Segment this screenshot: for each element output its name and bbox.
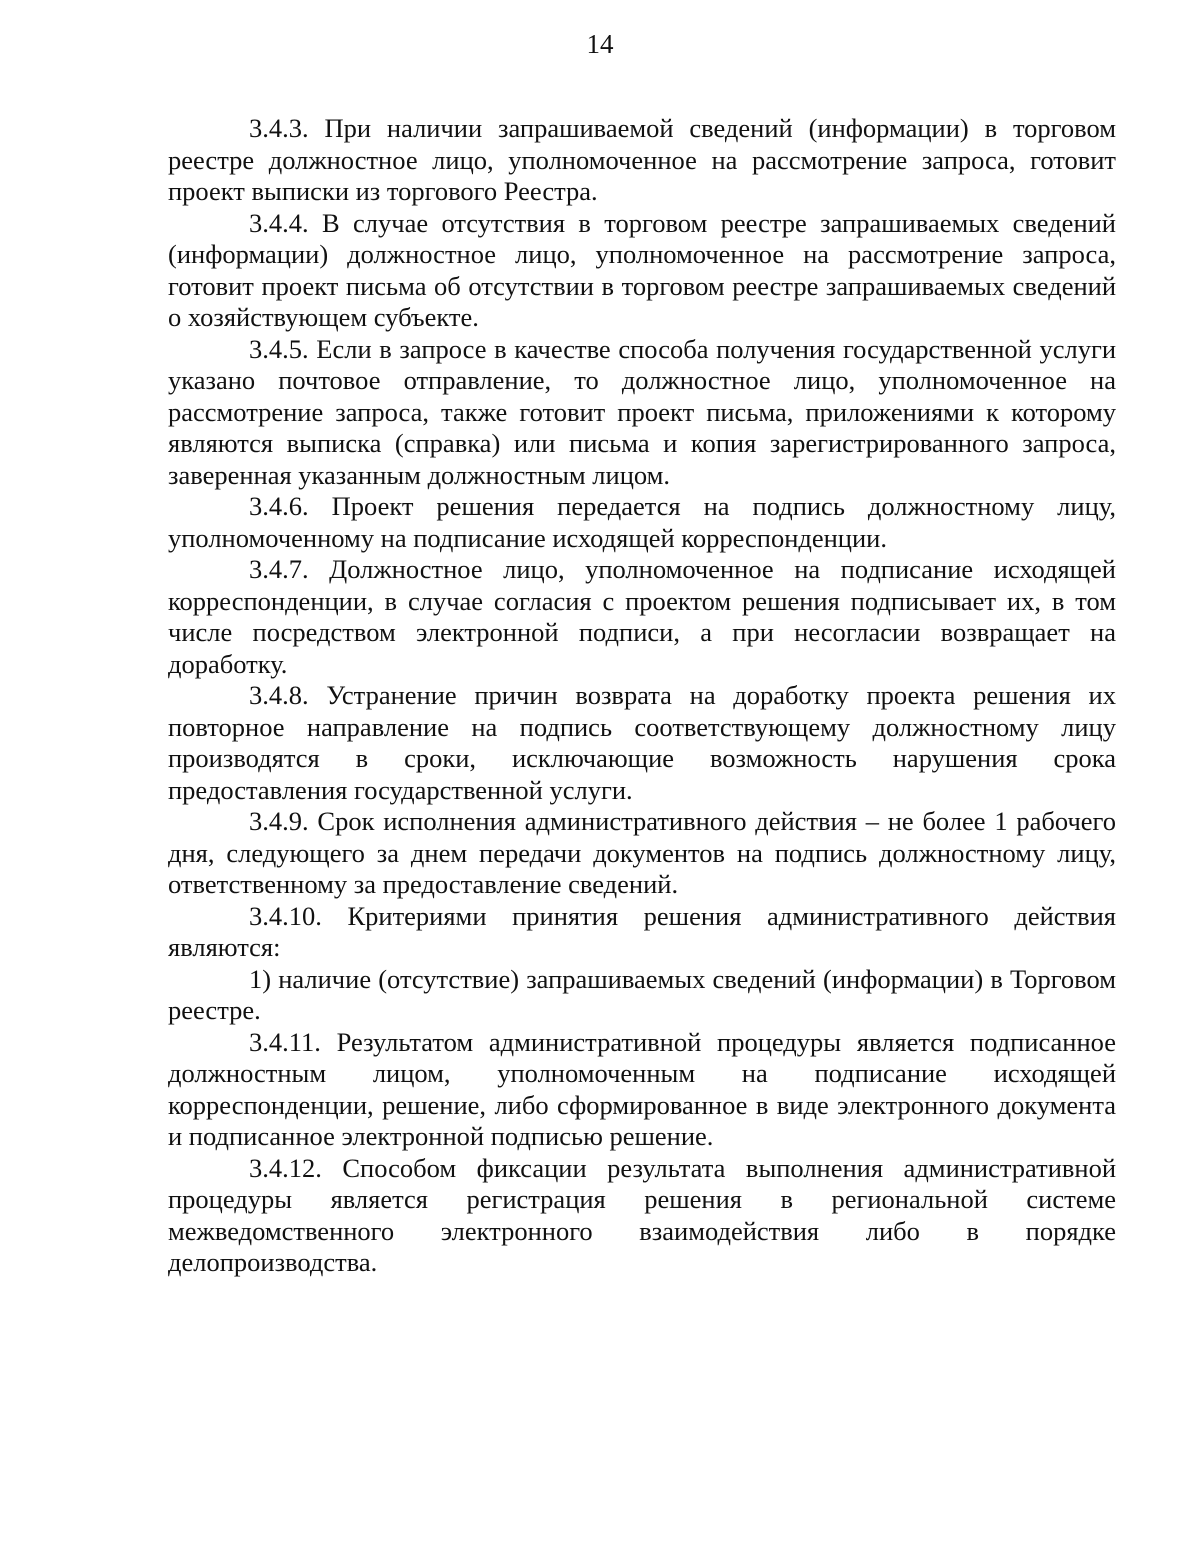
paragraph-3-4-3: 3.4.3. При наличии запрашиваемой сведений (информации) в торговом реестре должностное лицо, уполномоченное на рассмотрение запроса, готовит проект выписки из торгового Реестра.	[168, 113, 1116, 206]
paragraph-3-4-10: 3.4.10. Критериями принятия решения административного действия являются:	[168, 900, 1116, 962]
paragraph-3-4-5: 3.4.5. Если в запросе в качестве способа получения государственной услуги указано почтовое отправление, то должностное лицо, уполномоченное на рассмотрение запроса, также готовит проект письма, приложениями к которому являются выписка (справка) или письма и копия зарегистрированного запроса, заверенная указанным должностным лицом.	[168, 333, 1116, 490]
paragraph-3-4-4: 3.4.4. В случае отсутствия в торговом реестре запрашиваемых сведений (информации) должностное лицо, уполномоченное на рассмотрение запроса, готовит проект письма об отсутствии в торговом реестре запрашиваемых сведений о хозяйствующем субъекте.	[168, 207, 1116, 332]
paragraph-3-4-6: 3.4.6. Проект решения передается на подпись должностному лицу, уполномоченному на подписание исходящей корреспонденции.	[168, 491, 1116, 553]
page-number: 14	[586, 29, 614, 59]
paragraph-3-4-11: 3.4.11. Результатом административной процедуры является подписанное должностным лицом, уполномоченным на подписание исходящей корреспонденции, решение, либо сформированное в виде электронного документа и подписанное электронной подписью решение.	[168, 1026, 1116, 1151]
document-body	[168, 113, 1116, 1279]
paragraph-3-4-9: 3.4.9. Срок исполнения административного действия – не более 1 рабочего дня, следующего за днем передачи документов на подпись должностному лицу, ответственному за предоставление сведений.	[168, 806, 1116, 899]
paragraph-3-4-12: 3.4.12. Способом фиксации результата выполнения административной процедуры является регистрация решения в региональной системе межведомственного электронного взаимодействия либо в порядке делопроизводства.	[168, 1152, 1116, 1277]
list-item-1: 1) наличие (отсутствие) запрашиваемых сведений (информации) в Торговом реестре.	[168, 963, 1116, 1025]
paragraph-3-4-7: 3.4.7. Должностное лицо, уполномоченное на подписание исходящей корреспонденции, в случае согласия с проектом решения подписывает их, в том числе посредством электронной подписи, а при несогласии возвращает на доработку.	[168, 554, 1116, 679]
paragraph-3-4-8: 3.4.8. Устранение причин возврата на доработку проекта решения их повторное направление на подпись соответствующему должностному лицу производятся в сроки, исключающие возможность нарушения срока предоставления государственной услуги.	[168, 680, 1116, 805]
